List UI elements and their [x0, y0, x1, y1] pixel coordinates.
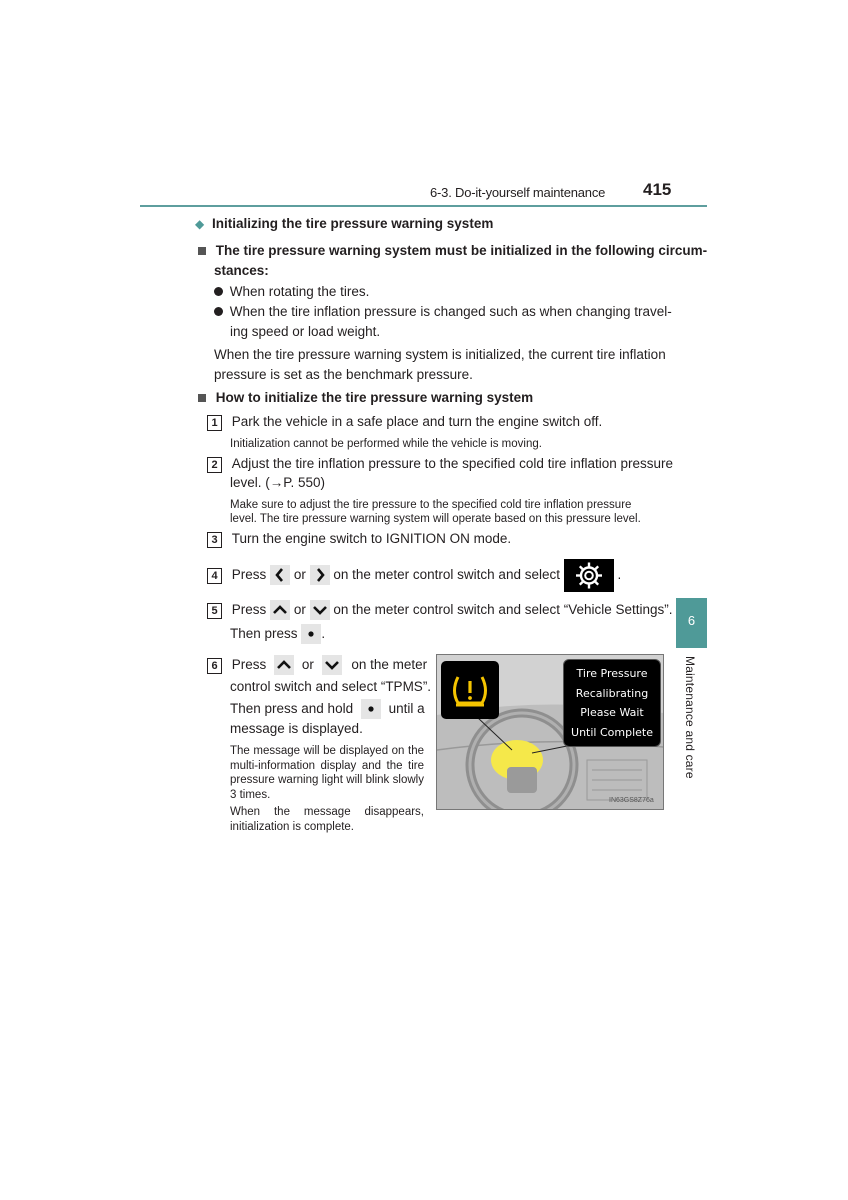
- square-bullet-icon: [198, 247, 206, 255]
- step-1: [207, 412, 602, 432]
- step6-until: until a: [388, 701, 425, 716]
- figure-code: IN63GS8Z76a: [609, 797, 654, 804]
- how-title-row: [198, 388, 533, 408]
- step6-hold-row: [230, 699, 425, 719]
- step5-press: Press: [231, 602, 267, 617]
- step5-end: .: [321, 626, 326, 641]
- header-divider: [140, 205, 707, 207]
- step-5: [207, 600, 673, 620]
- step5-or: or: [293, 602, 306, 617]
- enter-dot-icon: [361, 699, 381, 719]
- step1-text: Park the vehicle in a safe place and turn the engine switch off.: [231, 414, 603, 429]
- message-line: Tire Pressure: [576, 667, 648, 680]
- bullet-dot-icon: [214, 307, 223, 316]
- bullet2-line1: When the tire inflation pressure is changed such as when changing travel-: [229, 304, 672, 319]
- step-3: [207, 529, 511, 549]
- step-number: 3: [207, 532, 222, 548]
- when-title-line2: stances:: [214, 263, 269, 278]
- bullet1-text: When rotating the tires.: [229, 284, 370, 299]
- dashboard-illustration: [436, 654, 664, 810]
- note-line1: When the tire pressure warning system is initialized, the current tire inflation: [214, 347, 666, 362]
- step6-text: on the meter: [351, 657, 428, 672]
- step4-or: or: [293, 567, 306, 582]
- message-line: Until Complete: [571, 725, 653, 739]
- square-bullet-icon: [198, 394, 206, 402]
- step-2: [207, 454, 673, 474]
- left-arrow-icon: [270, 565, 290, 585]
- step2-line2: level. (→P. 550): [230, 475, 326, 490]
- step-4: [207, 558, 621, 592]
- step-number: 5: [207, 603, 222, 619]
- step6-note1: The message will be displayed on the multi-information display and the tire pressure warning light will blink slowly 3 times.: [230, 745, 424, 801]
- bullet-pressure-change: [214, 302, 672, 322]
- step-number: 2: [207, 457, 222, 473]
- diamond-bullet-icon: ◆: [195, 217, 205, 231]
- up-arrow-icon: [270, 600, 290, 620]
- tire-pressure-warning-icon: [441, 661, 499, 719]
- right-arrow-icon: [310, 565, 330, 585]
- step4-press: Press: [231, 567, 267, 582]
- step6-line2: control switch and select “TPMS”.: [230, 679, 432, 694]
- up-arrow-icon: [274, 655, 294, 675]
- step4-text: on the meter control switch and select: [333, 567, 560, 582]
- step6-or: or: [301, 657, 314, 672]
- message-line: Please Wait: [580, 706, 644, 719]
- step-number: 1: [207, 415, 222, 431]
- step6-then: Then press and hold: [230, 701, 354, 716]
- section-title: 6-3. Do-it-yourself maintenance: [430, 185, 606, 200]
- bullet-rotating: [214, 282, 369, 302]
- when-title-row: [198, 241, 707, 261]
- step5-then: Then press: [230, 626, 298, 641]
- step2-note1: Make sure to adjust the tire pressure to the specified cold tire inflation pressure: [230, 499, 632, 511]
- enter-dot-icon: [301, 624, 321, 644]
- down-arrow-icon: [322, 655, 342, 675]
- bullet2-line2: ing speed or load weight.: [230, 324, 381, 339]
- message-line: Recalibrating: [575, 686, 649, 700]
- step-6: [207, 655, 427, 675]
- step5-text: on the meter control switch and select “Vehicle Settings”.: [333, 602, 673, 617]
- step6-note2: When the message disappears, initialization is complete.: [230, 806, 424, 833]
- chapter-label: Maintenance and care: [683, 656, 697, 779]
- message-display: [563, 659, 661, 747]
- step2-line1: Adjust the tire inflation pressure to the specified cold tire inflation pressure: [231, 456, 674, 471]
- page-number: 415: [643, 180, 672, 199]
- step6-line4: message is displayed.: [230, 721, 363, 736]
- step6-press: Press: [231, 657, 267, 672]
- step2-note2: level. The tire pressure warning system will operate based on this pressure level.: [230, 513, 641, 525]
- step3-text: Turn the engine switch to IGNITION ON mode.: [231, 531, 512, 546]
- page-heading: Initializing the tire pressure warning system: [212, 216, 494, 231]
- gear-icon: [564, 559, 614, 592]
- step-number: 6: [207, 658, 222, 674]
- how-title: How to initialize the tire pressure warning system: [215, 390, 534, 405]
- chapter-tab: 6: [676, 598, 707, 648]
- step-number: 4: [207, 568, 222, 584]
- heading-row: [195, 214, 493, 234]
- step5-then-row: [230, 624, 325, 644]
- bullet-dot-icon: [214, 287, 223, 296]
- step4-end: .: [617, 567, 622, 582]
- when-title-line1: The tire pressure warning system must be initialized in the following circum-: [215, 243, 708, 258]
- down-arrow-icon: [310, 600, 330, 620]
- note-line2: pressure is set as the benchmark pressure.: [214, 367, 473, 382]
- step1-note: Initialization cannot be performed while the vehicle is moving.: [230, 438, 542, 450]
